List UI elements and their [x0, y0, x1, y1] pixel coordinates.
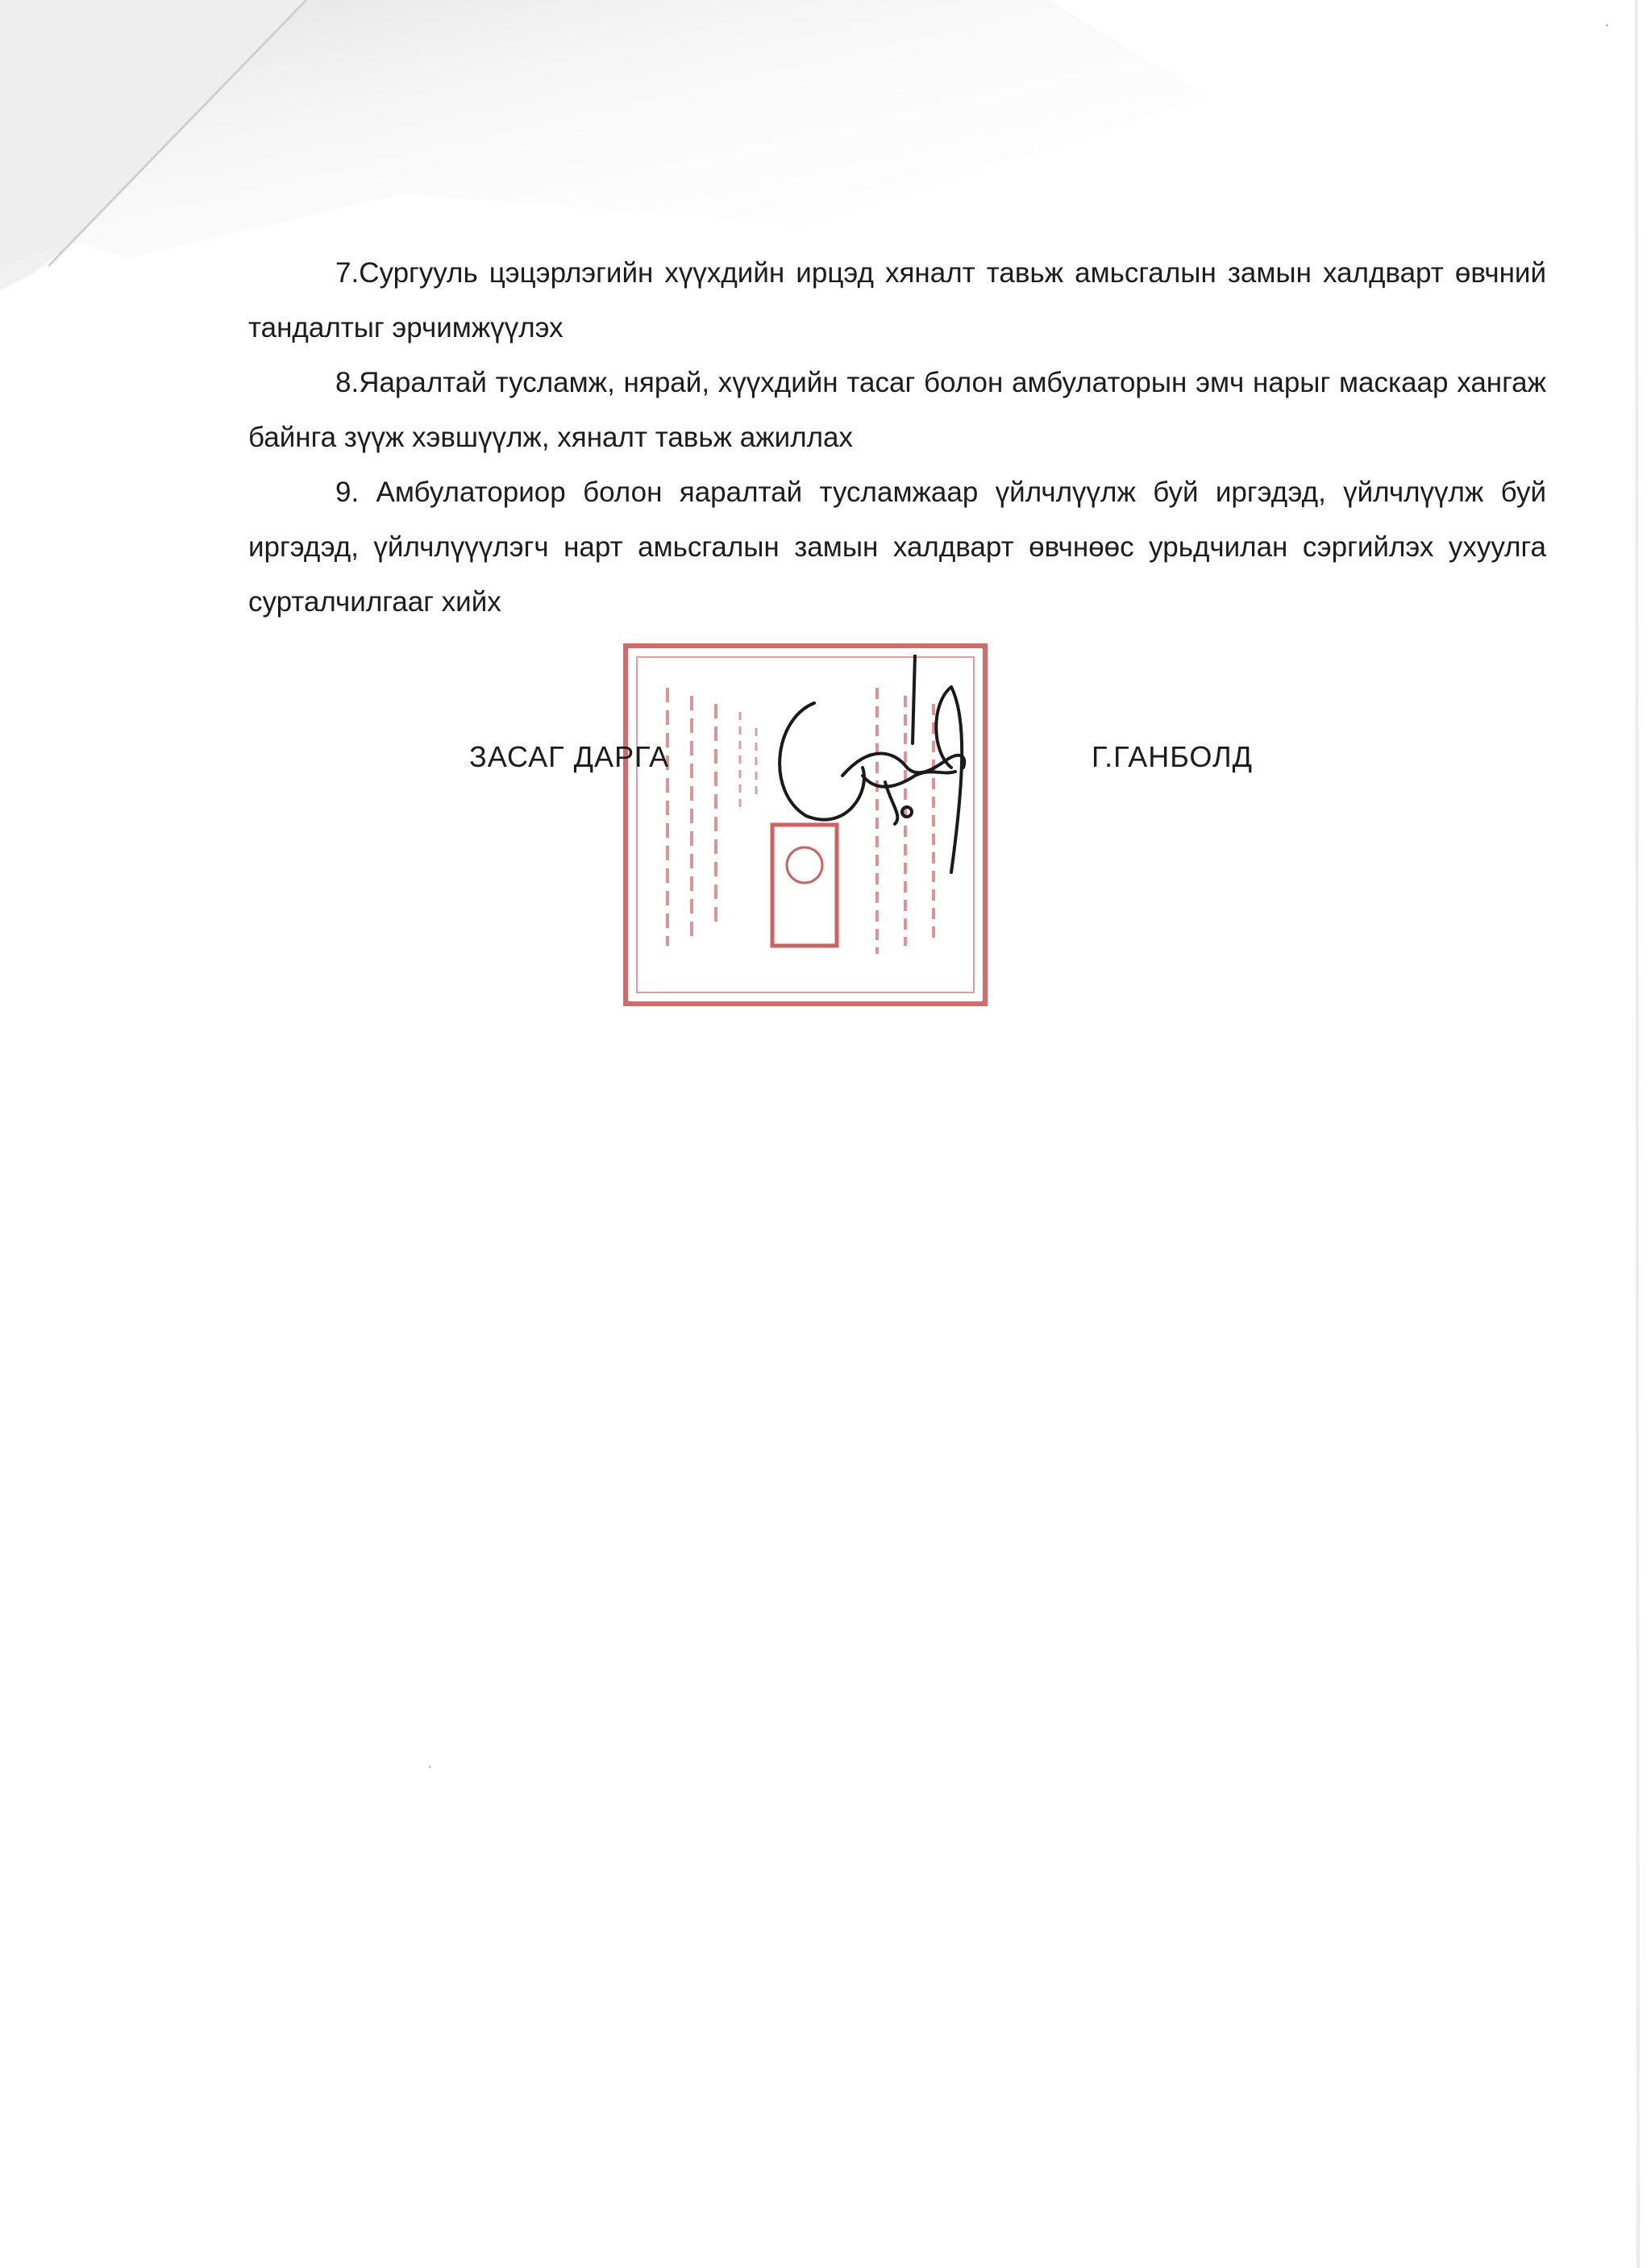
handwritten-signature-icon — [766, 655, 992, 888]
scan-speck: · — [1604, 16, 1610, 34]
signatory-name: Г.ГАНБОЛД — [1092, 740, 1254, 773]
paragraph-item-9: 9. Амбулаториор болон яаралтай тусламжаар үйлчлүүлж буй иргэдэд, үйлчлүүлж буй иргэдэд, үйлчлүүүлэгч нарт амьсгалын замын халдварт өвчнөөс урьдчилан сэргийлэх ухуулга сурталчилгааг хийх — [248, 476, 1546, 618]
paragraph-item-8: 8.Яаралтай тусламж, нярай, хүүхдийн тасаг болон амбулаторын эмч нарыг маскаар хангаж байнга зүүж хэвшүүлж, хяналт тавьж ажиллах — [248, 367, 1546, 453]
signatory-title: ЗАСАГ ДАРГА — [469, 740, 670, 773]
scan-speck: · — [427, 1758, 433, 1775]
document-body — [248, 246, 1546, 630]
paragraph-item-7: 7.Сургууль цэцэрлэгийн хүүхдийн ирцэд хяналт тавьж амьсгалын замын халдварт өвчний тандалтыг эрчимжүүлэх — [248, 257, 1546, 343]
